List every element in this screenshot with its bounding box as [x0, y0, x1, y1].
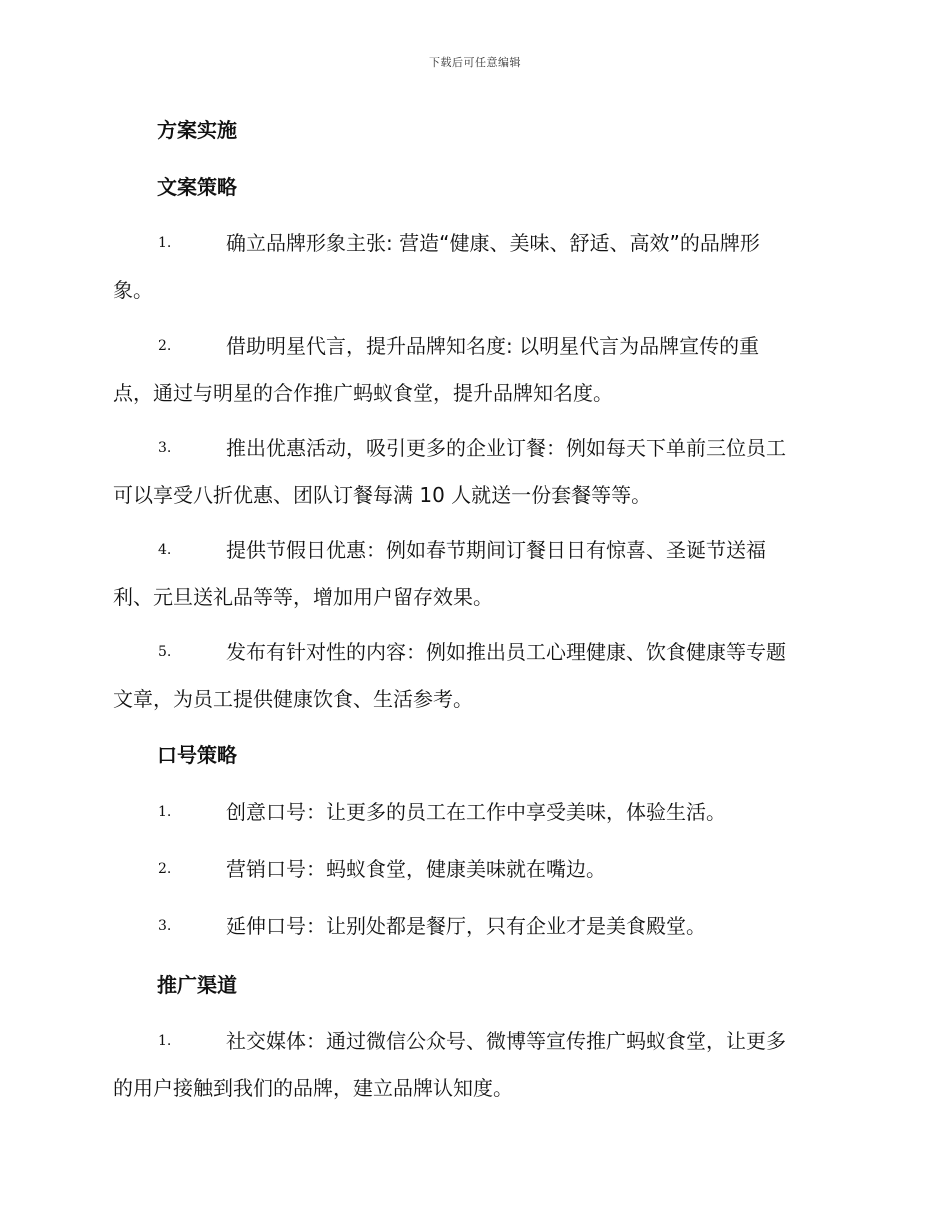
- list-text-continued: 利、元旦送礼品等等，增加用户留存效果。: [113, 585, 493, 609]
- list-text: 营销口号：蚂蚁食堂，健康美味就在嘴边。: [226, 857, 606, 881]
- section-heading-slogan-strategy: 口号策略: [157, 743, 237, 767]
- list-number: 5.: [158, 644, 172, 660]
- list-item: [113, 323, 837, 417]
- section-heading-channels: 推广渠道: [157, 973, 237, 997]
- list-text-continued: 可以享受八折优惠、团队订餐每满 10 人就送一份套餐等等。: [113, 483, 652, 507]
- list-item: [113, 425, 837, 519]
- list-text: 推出优惠活动，吸引更多的企业订餐：例如每天下单前三位员工: [226, 436, 786, 460]
- list-item: [113, 789, 837, 836]
- list-text-continued: 的用户接触到我们的品牌，建立品牌认知度。: [113, 1076, 513, 1100]
- section-heading-implementation: 方案实施: [157, 118, 237, 142]
- list-item: [113, 629, 837, 723]
- list-number: 2.: [158, 338, 172, 354]
- list-text: 创意口号：让更多的员工在工作中享受美味，体验生活。: [226, 800, 726, 824]
- list-text-continued: 文章，为员工提供健康饮食、生活参考。: [113, 687, 473, 711]
- list-item: [113, 903, 837, 950]
- list-text: 社交媒体：通过微信公众号、微博等宣传推广蚂蚁食堂，让更多: [226, 1029, 786, 1053]
- list-text-continued: 象。: [113, 278, 153, 302]
- list-text: 借助明星代言，提升品牌知名度: 以明星代言为品牌宣传的重: [226, 334, 760, 358]
- list-number: 1.: [158, 1033, 172, 1049]
- page-header: 下载后可任意编辑: [429, 56, 521, 69]
- list-item: [113, 846, 837, 893]
- list-text: 发布有针对性的内容：例如推出员工心理健康、饮食健康等专题: [226, 640, 786, 664]
- list-number: 3.: [158, 440, 172, 456]
- list-text-continued: 点，通过与明星的合作推广蚂蚁食堂，提升品牌知名度。: [113, 381, 613, 405]
- list-item: [113, 527, 837, 621]
- list-number: 2.: [158, 861, 172, 877]
- section-heading-copy-strategy: 文案策略: [157, 175, 237, 199]
- list-item: [113, 1018, 837, 1112]
- list-number: 4.: [158, 542, 172, 558]
- list-number: 1.: [158, 235, 172, 251]
- list-text: 确立品牌形象主张: 营造“健康、美味、舒适、高效”的品牌形: [226, 231, 760, 255]
- list-item: [113, 220, 837, 314]
- list-text: 提供节假日优惠：例如春节期间订餐日日有惊喜、圣诞节送福: [226, 538, 766, 562]
- list-number: 3.: [158, 918, 172, 934]
- list-number: 1.: [158, 804, 172, 820]
- list-text: 延伸口号：让别处都是餐厅，只有企业才是美食殿堂。: [226, 914, 706, 938]
